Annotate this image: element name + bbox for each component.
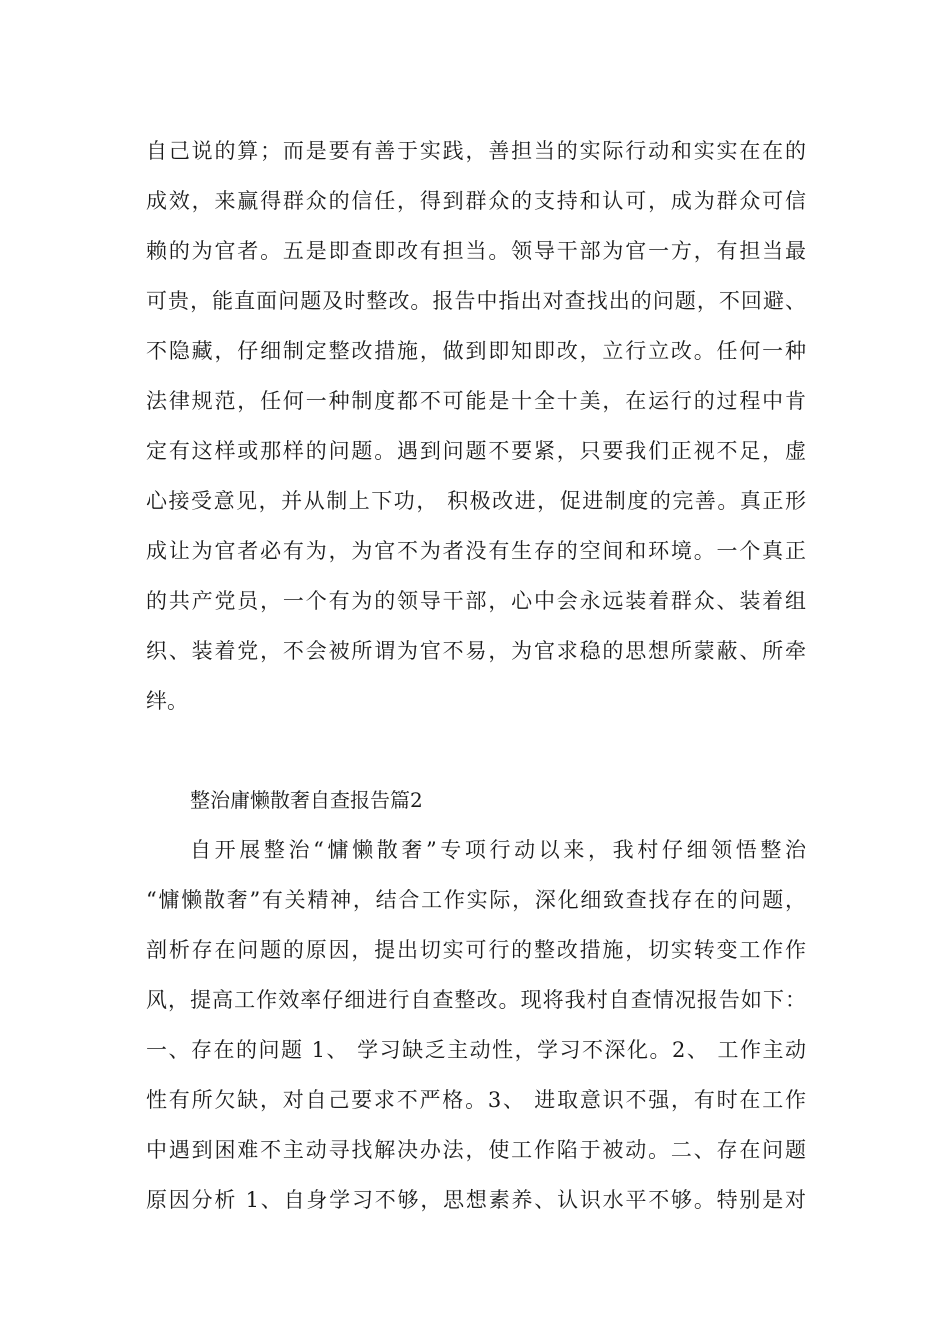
paragraph-line: 法律规范，任何一种制度都不可能是十全十美，在运行的过程中肯 (146, 389, 806, 413)
paragraph-line: 成效，来赢得群众的信任，得到群众的支持和认可，成为群众可信 (146, 189, 806, 213)
paragraph-line: 剖析存在问题的原因，提出切实可行的整改措施，切实转变工作作 (146, 938, 806, 962)
paragraph-line: 不隐藏，仔细制定整改措施，做到即知即改，立行立改。任何一种 (146, 339, 806, 363)
paragraph-line: 自己说的算；而是要有善于实践，善担当的实际行动和实实在在的 (146, 139, 806, 163)
paragraph-line: 可贵，能直面问题及时整改。报告中指出对查找出的问题，不回避、 (146, 289, 806, 313)
paragraph-line: 成让为官者必有为，为官不为者没有生存的空间和环境。一个真正 (146, 539, 806, 563)
paragraph-line: 赖的为官者。五是即查即改有担当。领导干部为官一方，有担当最 (146, 239, 806, 263)
paragraph-line: 自开展整治“慵懒散奢”专项行动以来，我村仔细领悟整治 (190, 838, 806, 862)
paragraph-line: 织、装着党，不会被所谓为官不易，为官求稳的思想所蒙蔽、所牵 (146, 639, 806, 663)
paragraph-line: “慵懒散奢”有关精神，结合工作实际，深化细致查找存在的问题， (146, 888, 806, 912)
paragraph-line: 性有所欠缺，对自己要求不严格。3、 进取意识不强，有时在工作 (146, 1088, 806, 1112)
paragraph-line: 的共产党员，一个有为的领导干部，心中会永远装着群众、装着组 (146, 589, 806, 613)
paragraph-line: 定有这样或那样的问题。遇到问题不要紧，只要我们正视不足，虚 (146, 439, 806, 463)
paragraph-line: 心接受意见，并从制上下功， 积极改进，促进制度的完善。真正形 (146, 489, 806, 513)
paragraph-line: 一、存在的问题 1、 学习缺乏主动性，学习不深化。2、 工作主动 (146, 1038, 806, 1062)
paragraph-line: 中遇到困难不主动寻找解决办法，使工作陷于被动。二、存在问题 (146, 1138, 806, 1162)
paragraph-line: 原因分析 1、自身学习不够，思想素养、认识水平不够。特别是对 (146, 1188, 806, 1212)
section-heading: 整治庸懒散奢自查报告篇2 (190, 788, 423, 812)
paragraph-line: 风，提高工作效率仔细进行自查整改。现将我村自查情况报告如下： (146, 988, 806, 1012)
paragraph-line: 绊。 (146, 689, 188, 713)
